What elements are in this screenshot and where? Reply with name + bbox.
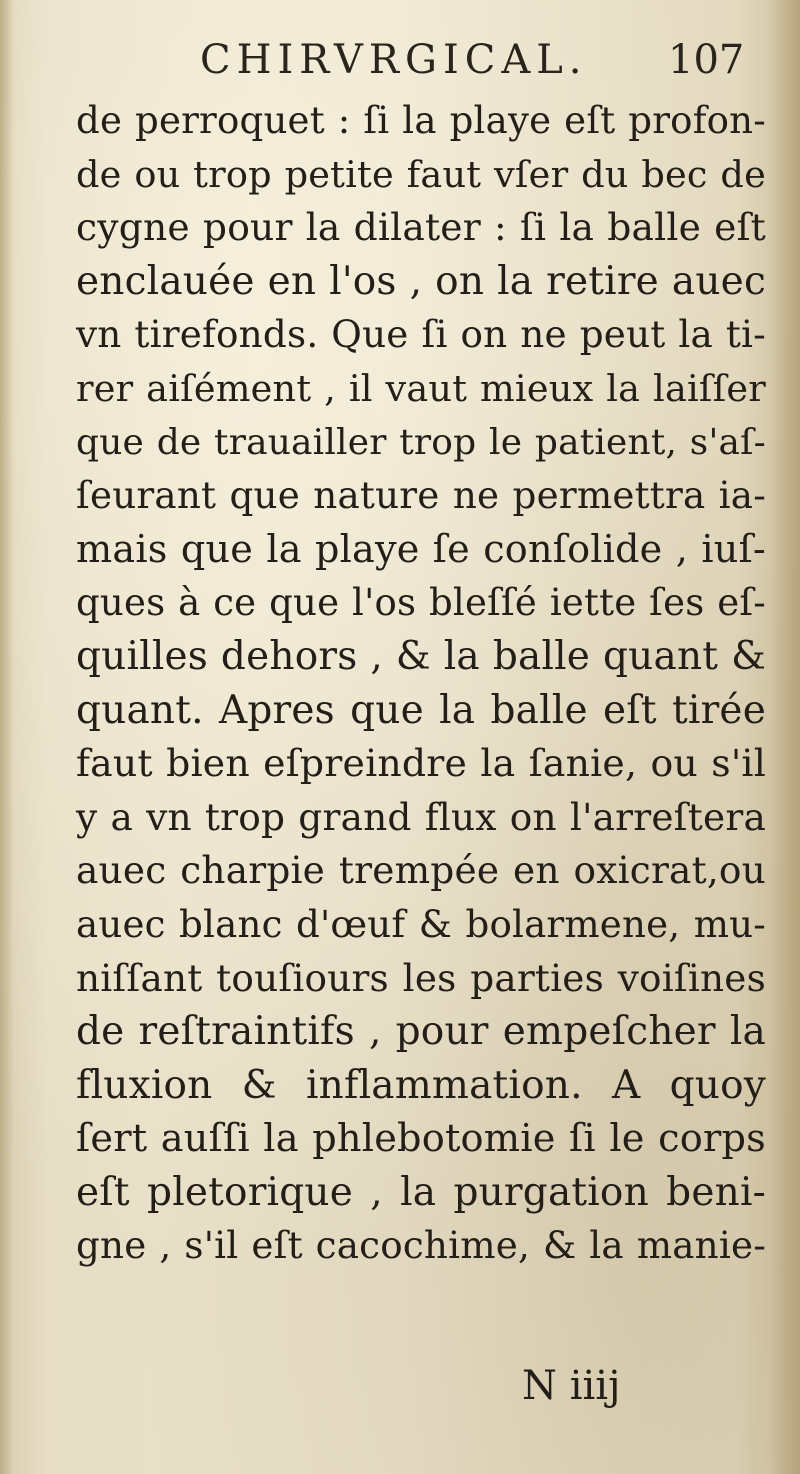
text-line: enclauée en l'os , on la retire auec	[76, 258, 766, 304]
text-line: ſert auſſi la phlebotomie ſi le corps	[76, 1116, 766, 1162]
text-line: fluxion & inflammation. A quoy	[76, 1062, 766, 1108]
text-line: vn tirefonds. Que ſi on ne peut la ti-	[76, 312, 766, 357]
text-line: faut bien eſpreindre la ſanie, ou s'il	[76, 741, 766, 786]
text-line: niſſant touſiours les parties voiſines	[76, 955, 766, 1000]
text-line: quilles dehors , & la balle quant &	[76, 633, 766, 679]
text-line: eſt pletorique , la purgation beni-	[76, 1169, 766, 1215]
text-line: quant. Apres que la balle eſt tirée	[76, 687, 766, 733]
text-line: auec blanc d'œuf & bolarmene, mu-	[76, 902, 766, 946]
page-number: 107	[668, 37, 745, 83]
text-line: ques à ce que l'os bleſſé iette ſes eſ-	[76, 581, 766, 625]
page-right-edge	[770, 0, 800, 1474]
signature-mark: N iiij	[522, 1363, 621, 1409]
text-line: ſeurant que nature ne permettra ia-	[76, 473, 766, 518]
page-left-edge	[0, 0, 14, 1474]
text-line: que de trauailler trop le patient, s'aſ-	[76, 421, 766, 463]
text-line: mais que la playe ſe conſolide , iuſ-	[76, 526, 766, 571]
text-line: cygne pour la dilater : ſi la balle eſt	[76, 205, 766, 250]
text-line: y a vn trop grand flux on l'arreſtera	[76, 794, 766, 839]
body-text	[76, 94, 766, 1273]
text-line: rer aiſément , il vaut mieux la laiſſer	[76, 366, 766, 410]
page-header	[0, 30, 800, 90]
text-line: de reſtraintifs , pour empeſcher la	[76, 1009, 766, 1055]
text-line: de ou trop petite faut vſer du bec de	[76, 152, 766, 196]
text-line: auec charpie trempée en oxicrat,ou	[76, 848, 766, 893]
text-line: gne , s'il eſt cacochime, & la manie-	[76, 1223, 766, 1268]
text-line: de perroquet : ſi la playe eſt profon-	[76, 99, 766, 142]
running-head: CHIRVRGICAL.	[200, 37, 588, 83]
